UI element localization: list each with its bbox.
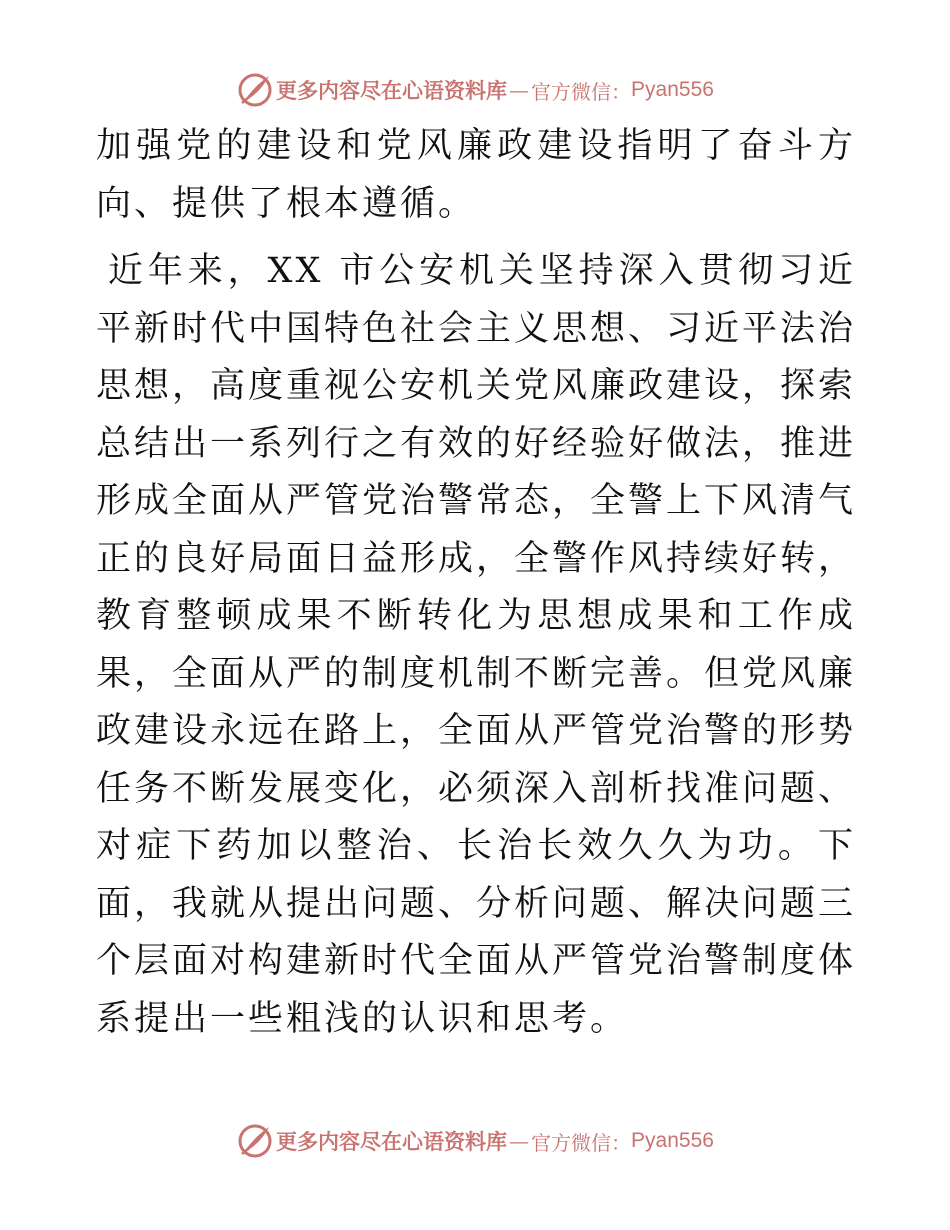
watermark-wechat-id: Pyan556 xyxy=(631,78,714,101)
watermark-official-label: 官方微信： xyxy=(531,1130,632,1155)
header-watermark xyxy=(0,68,950,112)
quill-circle-icon xyxy=(236,1122,274,1160)
footer-watermark xyxy=(0,1119,950,1163)
watermark-official-label: 官方微信： xyxy=(531,79,632,104)
document-body xyxy=(96,118,856,1048)
watermark-separator: — xyxy=(509,1129,530,1153)
paragraph-2: 近年来，XX 市公安机关坚持深入贯彻习近平新时代中国特色社会主义思想、习近平法治思想，高度重视公安机关党风廉政建设，探索总结出一系列行之有效的好经验好做法，推进形成全面从严管党治警常态，全警上下风清气正的良好局面日益形成，全警作风持续好转，教育整顿成果不断转化为思想成果和工作成果，全面从严的制度机制不断完善。但党风廉政建设永远在路上，全面从严管党治警的形势任务不断发展变化，必须深入剖析找准问题、对症下药加以整治、长治长效久久为功。下面，我就从提出问题、分析问题、解决问题三个层面对构建新时代全面从严管党治警制度体系提出一些粗浅的认识和思考。 xyxy=(96,251,857,1039)
watermark-separator: — xyxy=(509,78,530,102)
watermark-brand: 更多内容尽在心语资料库 xyxy=(276,78,508,103)
quill-circle-icon xyxy=(236,71,274,109)
watermark-brand: 更多内容尽在心语资料库 xyxy=(276,1129,508,1154)
paragraph-1: 加强党的建设和党风廉政建设指明了奋斗方向、提供了根本遵循。 xyxy=(96,126,856,224)
watermark-wechat-id: Pyan556 xyxy=(631,1129,714,1152)
